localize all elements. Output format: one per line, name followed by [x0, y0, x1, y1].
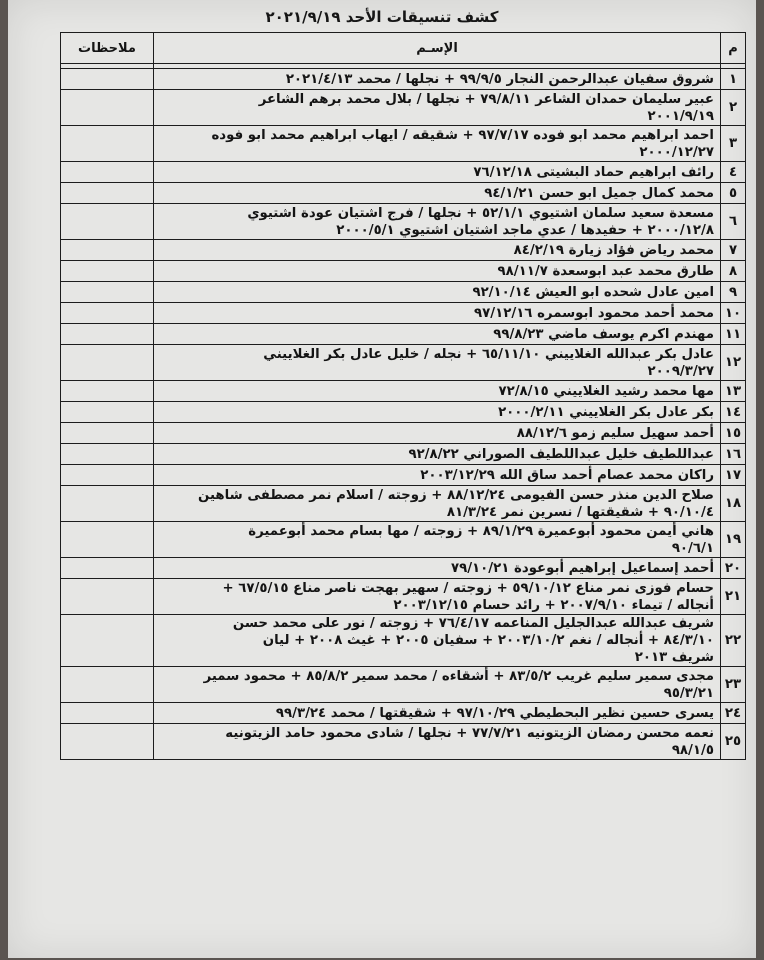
row-name: مها محمد رشيد الغلاييني ٧٢/٨/١٥	[154, 381, 721, 402]
row-number: ١١	[721, 324, 746, 345]
row-name: مسعدة سعيد سلمان اشتيوي ٥٢/١/١ + نجلها / فرج اشتيان عودة اشتيوي ٢٠٠٠/١٢/٨ + حفيدها / عدي ماجد اشتيان اشتيوي ٢٠٠٠/٥/١	[154, 204, 721, 240]
row-notes	[61, 90, 154, 126]
table-row	[61, 324, 746, 345]
row-name: مجدى سمير سليم غريب ٨٣/٥/٢ + أشقاءه / محمد سمير ٨٥/٨/٢ + محمود سمير ٩٥/٣/٢١	[154, 667, 721, 703]
row-notes	[61, 724, 154, 760]
table-row	[61, 345, 746, 381]
row-name: يسرى حسين نظير البحطيطي ٩٧/١٠/٢٩ + شقيقتها / محمد ٩٩/٣/٢٤	[154, 703, 721, 724]
row-number: ١٥	[721, 423, 746, 444]
row-name: هاني أيمن محمود أبوعميرة ٨٩/١/٢٩ + زوجته / مها بسام محمد أبوعميرة ٩٠/٦/١	[154, 522, 721, 558]
page-title: كشف تنسيقات الأحد ٢٠٢١/٩/١٩	[265, 8, 499, 26]
names-table	[60, 32, 746, 760]
row-number: ٢١	[721, 579, 746, 615]
row-number: ٨	[721, 261, 746, 282]
row-notes	[61, 465, 154, 486]
table-row	[61, 240, 746, 261]
row-name: حسام فوزى نمر مناع ٥٩/١٠/١٢ + زوجته / سهير بهجت ناصر مناع ٦٧/٥/١٥ + أنجاله / تيماء ٢٠٠٧/٩/١٠ + رائد حسام ٢٠٠٣/١٢/١٥	[154, 579, 721, 615]
row-name: أحمد إسماعيل إبراهيم أبوعودة ٧٩/١٠/٢١	[154, 558, 721, 579]
row-notes	[61, 69, 154, 90]
table-row	[61, 126, 746, 162]
table-row	[61, 444, 746, 465]
row-name: عبير سليمان حمدان الشاعر ٧٩/٨/١١ + نجلها / بلال محمد برهم الشاعر ٢٠٠١/٩/١٩	[154, 90, 721, 126]
table-row	[61, 90, 746, 126]
table-header	[61, 33, 746, 64]
table-row	[61, 724, 746, 760]
table-row	[61, 558, 746, 579]
table-row	[61, 162, 746, 183]
table-row	[61, 303, 746, 324]
row-notes	[61, 667, 154, 703]
row-name: محمد رياض فؤاد زيارة ٨٤/٢/١٩	[154, 240, 721, 261]
row-notes	[61, 615, 154, 667]
row-number: ٢	[721, 90, 746, 126]
row-notes	[61, 162, 154, 183]
row-notes	[61, 579, 154, 615]
row-number: ٢٣	[721, 667, 746, 703]
table-row	[61, 703, 746, 724]
table-row	[61, 381, 746, 402]
row-notes	[61, 303, 154, 324]
row-name: احمد ابراهيم محمد ابو فوده ٩٧/٧/١٧ + شقيقه / ايهاب ابراهيم محمد ابو فوده ٢٠٠٠/١٢/٢٧	[154, 126, 721, 162]
row-number: ١٧	[721, 465, 746, 486]
header-number: م	[721, 33, 746, 64]
row-notes	[61, 423, 154, 444]
row-name: صلاح الدين منذر حسن الفيومى ٨٨/١٢/٢٤ + زوجته / اسلام نمر مصطفى شاهين ٩٠/١٠/٤ + شقيقتها / نسرين نمر ٨١/٣/٢٤	[154, 486, 721, 522]
row-number: ٦	[721, 204, 746, 240]
table-row	[61, 204, 746, 240]
row-notes	[61, 558, 154, 579]
row-name: امين عادل شحده ابو العيش ٩٢/١٠/١٤	[154, 282, 721, 303]
row-name: عبداللطيف خليل عبداللطيف الصوراني ٩٢/٨/٢٢	[154, 444, 721, 465]
table-row	[61, 402, 746, 423]
row-notes	[61, 703, 154, 724]
row-notes	[61, 183, 154, 204]
row-notes	[61, 240, 154, 261]
row-notes	[61, 126, 154, 162]
row-name: نعمه محسن رمضان الزيتونيه ٧٧/٧/٢١ + نجلها / شادى محمود حامد الزيتونيه ٩٨/١/٥	[154, 724, 721, 760]
row-number: ٧	[721, 240, 746, 261]
row-notes	[61, 381, 154, 402]
row-number: ٢٤	[721, 703, 746, 724]
row-name: محمد أحمد محمود ابوسمره ٩٧/١٢/١٦	[154, 303, 721, 324]
table-row	[61, 667, 746, 703]
table-row	[61, 183, 746, 204]
table-row	[61, 282, 746, 303]
row-number: ١٨	[721, 486, 746, 522]
row-number: ٣	[721, 126, 746, 162]
row-name: بكر عادل بكر الغلاييني ٢٠٠٠/٢/١١	[154, 402, 721, 423]
row-name: راكان محمد عصام أحمد ساق الله ٢٠٠٣/١٢/٢٩	[154, 465, 721, 486]
row-number: ٢٠	[721, 558, 746, 579]
row-notes	[61, 204, 154, 240]
table-row	[61, 261, 746, 282]
table-row	[61, 486, 746, 522]
row-number: ١٤	[721, 402, 746, 423]
row-name: طارق محمد عبد ابوسعدة ٩٨/١١/٧	[154, 261, 721, 282]
row-number: ١	[721, 69, 746, 90]
row-name: محمد كمال جميل ابو حسن ٩٤/١/٢١	[154, 183, 721, 204]
row-name: أحمد سهيل سليم زمو ٨٨/١٢/٦	[154, 423, 721, 444]
row-name: رائف ابراهيم حماد البشيتى ٧٦/١٢/١٨	[154, 162, 721, 183]
row-notes	[61, 486, 154, 522]
row-notes	[61, 324, 154, 345]
row-number: ١٦	[721, 444, 746, 465]
row-notes	[61, 444, 154, 465]
row-number: ٢٢	[721, 615, 746, 667]
row-name: مهندم اكرم يوسف ماضي ٩٩/٨/٢٣	[154, 324, 721, 345]
document-page	[8, 0, 756, 958]
row-number: ١٣	[721, 381, 746, 402]
row-number: ٢٥	[721, 724, 746, 760]
row-notes	[61, 282, 154, 303]
row-name: شروق سفيان عبدالرحمن النجار ٩٩/٩/٥ + نجلها / محمد ٢٠٢١/٤/١٣	[154, 69, 721, 90]
table-row	[61, 69, 746, 90]
table-row	[61, 579, 746, 615]
header-name: الإسـم	[154, 33, 721, 64]
row-name: شريف عبدالله عبدالجليل المناعمه ٧٦/٤/١٧ + زوجته / نور على محمد حسن ٨٤/٣/١٠ + أنجاله / نغم ٢٠٠٣/١٠/٢ + سفيان ٢٠٠٥ + غيث ٢٠٠٨ + ليان شريف ٢٠١٣	[154, 615, 721, 667]
row-notes	[61, 522, 154, 558]
row-notes	[61, 261, 154, 282]
table-row	[61, 522, 746, 558]
row-notes	[61, 402, 154, 423]
table-row	[61, 465, 746, 486]
row-name: عادل بكر عبدالله الغلاييني ٦٥/١١/١٠ + نجله / خليل عادل بكر الغلاييني ٢٠٠٩/٣/٢٧	[154, 345, 721, 381]
table-row	[61, 615, 746, 667]
header-notes: ملاحظات	[61, 33, 154, 64]
row-number: ١٩	[721, 522, 746, 558]
row-number: ٩	[721, 282, 746, 303]
row-number: ١٢	[721, 345, 746, 381]
row-number: ٤	[721, 162, 746, 183]
row-number: ٥	[721, 183, 746, 204]
row-number: ١٠	[721, 303, 746, 324]
row-notes	[61, 345, 154, 381]
table-row	[61, 423, 746, 444]
